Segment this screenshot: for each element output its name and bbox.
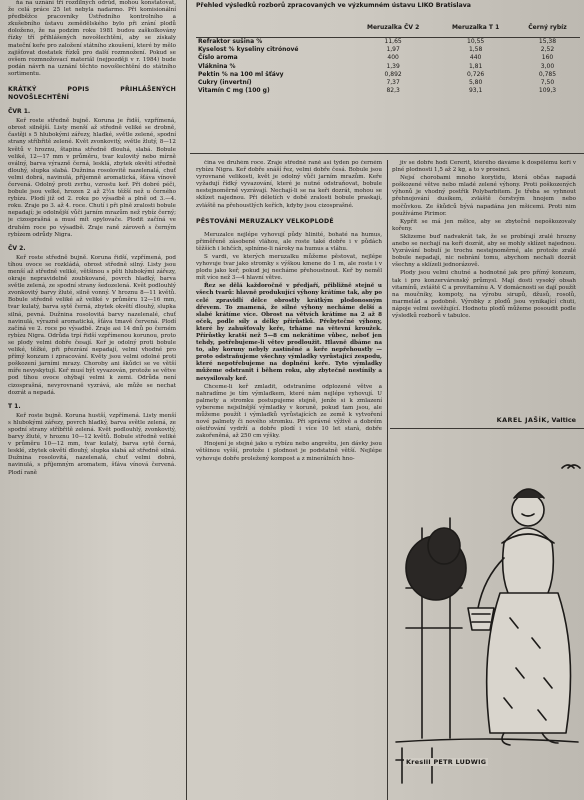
row-label: Číslo aroma [198, 54, 238, 62]
author-signature [392, 416, 576, 424]
author-name: KAREL JAŠÍK [496, 416, 547, 424]
cell-value: 0,785 [538, 70, 557, 78]
column-divider [186, 0, 187, 800]
row-label: Vláknina % [198, 62, 236, 70]
paragraph: čina ve druhém roce. Zraje středně raně asi týden po černém rybízu Nigra. Keř dobře snáší řez, velmi dobře česá. Bobule jsou vyrovnané velikosti, květ je odolný vůči jarním mrazům. Keře vyžadují řídký vyvazování, které je nutné odstraňovat, bobule nestejnoměrně vyzrávají. Nechají-li se na keři dozrát, mohou se sklízet najednou. Při déletích v době zralosti bobule praskají, zvláště na přehoustlých keřích, kdyby jsou cizosprašné. [196, 160, 382, 209]
table-row [196, 79, 580, 87]
section-heading: KRÁTKÝ POPIS PŘIHLÁŠENÝCH NOVOŠLECHTĚNÍ [8, 86, 176, 102]
table-row [196, 46, 580, 54]
row-label: Vitamín C mg (100 g) [198, 87, 270, 95]
cell-value: 93,1 [468, 87, 483, 95]
paragraph: Meruzalce nejlépe vyhovují půdy hlinité, bohaté na humus, přiměřeně zásobené vláhou, ale roste také dobře i v půdách těžších i lehčích, splníme-li nároky na humus a vláhu. [196, 231, 382, 252]
variety-title-t1: T 1. [8, 402, 21, 410]
cell-value: 15,38 [538, 38, 557, 45]
paragraph: Chceme-li keř zmladit, odstraníme odplozené větve a nahradíme je tím výmladkem, které nám nejlépe vyhovují. U palmety a stromku postupujeme stejně, jenže si k zmlazení vybereme nejsilnější výmladky v koruně, pokud tam jsou, ale můžeme použít i výmladků vyrůstajících ze země k vytvoření nové palmety či nového stromku. Při správné výživě a dobrém ošetřování vydrží a dobře plodí i více 10 let stará, dobře zakořeněná, až 250 cm výšky. [196, 383, 382, 440]
paragraph: Nejsí chorobami mnoho korytidu, která občas napadá poškozené větve nebo mladé zelené výhony. Proti poškozených výhonů je vhodný postřik Polybarbitem. Je třeba se vyhnout přehnojování dusíkem, zvláště čerstvým hnojem nebo močůvkou. Ze škůdců bývá napadána jen mšicemi. Proti nim používáme Pirimor. [392, 175, 576, 217]
paragraph: S vardi, ve kterých meruzalku můžeme pěstovat, nejlépe vyhovuje tvar jako stromky s výškou kmene do 1 m, ale roste i v plodu jako keř, pokud jej necháme přehoustnout. Keř by neměl mít více než 3—4 hlavní větve. [196, 253, 382, 282]
row-label: Pektin % na 100 ml šťávy [198, 70, 284, 78]
row-label: Refraktor sušina % [198, 38, 263, 45]
paragraph: Plody jsou velmi chutné a hodnotné jak pro přímý konzum, tak i pro konzervárenský průmysl. Mají dosti vysoký obsah vitamínů, zvláště C a provitamínu A. V domácnosti se dají použít na moučníky, kompoty, na výrobu sirupů, džusů, rosolů, marmelád a podobně. Výrobky z plodů jsou vynikající chuti, nápoje velmi osvěžující. Hodnotu plodů můžeme posoudit podle výsledků rozborů v tabulce. [392, 270, 576, 319]
table-row [196, 54, 580, 62]
cell-value: 10,55 [467, 38, 485, 45]
illustration-credit: Kreslil PETR LUDWIG [406, 758, 487, 766]
author-place: , Valtice [546, 416, 576, 424]
section-heading: PĚSTOVÁNÍ MERUZALKY VELKOPLODÉ [196, 217, 334, 225]
paragraph: Hnojení je stejné jako u rybízu nebo angreštu, jen dávky jsou většinou vyšší, protože i plodnost je podstatně větší. Nejlépe vyhovuje dobře proležený kompost a z minerálních hno- [196, 441, 382, 462]
row-label: Cukry (invertní) [198, 79, 252, 87]
middle-column [196, 160, 382, 800]
cell-value: 1,97 [386, 46, 400, 54]
table-row [196, 71, 580, 79]
cell-value: 1,81 [468, 62, 483, 70]
cell-value: 0,892 [384, 70, 402, 78]
intro-paragraph: ňa na uznání tří rozdílných odrůd, mohou konstatovat, že celá práce 25 let nebyla nadarmo. Při komisionální předběžce pracovníky Ústředního kontrolního a zkušebního ústavu zemědělského bylo při zrání plodů doloženo, že na podzim roku 1981 budou zaškolkovány řízky tří přihlášených novošlechtění, aby se získaly mateční keře pro založení státního zkoušení, které by mělo zajišťovat dostatek řízků pro další rozmnožení. Pokud se ovšem rozmnožovací materiál (nejpozději v r. 1984) bude podán návrh na uznání těchto novošlechtění do státního sortimentu. [8, 0, 176, 77]
cell-value: 3,00 [540, 62, 555, 70]
analysis-table [196, 24, 580, 95]
cell-value: 109,3 [538, 87, 557, 95]
gardener-cartoon-illustration [392, 438, 582, 800]
column-header: Meruzalka ČV 2 [366, 24, 420, 31]
variety-description-cv2: Keř roste středně bujně. Koruna řidší, vzpřímená, pod tíhou ovoce se rozkládá, obrost středně silný. Listy jsou menší až středně veliké, většinou s pěti hlubokými zářezy, okraje nepravidelně zoubkované, povrch hladký, barva světle zelená, ze spodní strany šedozelená. Květ podlouhlý zvonkovitý barvy žluté, silně vonný. V hroznu 8—11 květů. Bobule středně veliké až veliké v průměru 12—16 mm, tvar kulatý, barva sytě černá, zbytek okvětí dlouhý, slupka silná, pevná. Dužnina rosolovitá barvy nazelenalé, chuť navinulá, výrazně aromatická, šťáva tmavě červená. Plodí začíná ve 2. roce po výsadbě. Zraje asi 14 dnů po černém rybízu Nigra. Odrůda trpí řidší vzpřímenou korunou, proto se plody velmi dobře česají. Keř je odolný proti bobule veliké, těžké, při přezrání nepadají, velmi vhodné pro přímý konzum i zpracování. Květy jsou velmi odolné proti poškození jarními mrazy. Choroby ani škůdci se ve větší míře nevyskytují. Keř musí být vyvazován, protože se větve pod tíhou ovoce ohýbají velmi k zemi. Odrůda není cizosprašná, nevyrovnaně vyzrává, ale může se nechat dozrát a nepadá. [8, 254, 176, 396]
paragraph: Sklizeme buď nadvakrát tak, že se probírají zralé hrozny anebo se nechají na keři dozrát, aby se mohly sklízet najednou. Vyzrávání bobulí je trochu nestejnoměrné, ale protože zralé bobule nepadají, nic nebrání tomu, abychom nechali dozrát všechny a sklízeli jednorázově. [392, 233, 576, 269]
table-row [196, 38, 580, 47]
cell-value: 7,50 [540, 79, 555, 87]
cell-value: 400 [387, 54, 399, 62]
variety-title-cvr1: ČVR 1. [8, 108, 31, 116]
right-column [392, 160, 576, 410]
cell-value: 0,726 [467, 70, 485, 78]
column-header: Černý rybíz [528, 24, 567, 31]
column-divider [387, 160, 388, 800]
table-row [196, 87, 580, 95]
cell-value: 7,37 [386, 79, 400, 87]
left-column [8, 0, 176, 800]
cell-value: 11,65 [384, 38, 402, 45]
paragraph: Kypřit se má jen mělce, aby se zbytečně nepoškozovaly kořeny. [392, 218, 576, 232]
cell-value: 440 [469, 54, 482, 62]
variety-title-cv2: ČV 2. [8, 244, 26, 252]
variety-description-cvr1: Keř roste středně bujně. Koruna je řidší, vzpřímená, obrost silnější. Listy menší až středně veliké se drobně, častěji s 5 hlubokými zářezy, hladké, světle zelené, spodní strany stříbřitě zelené. Květ zvonkovitý, světle žlutý, 8—12 květů v hroznu, štapina středně dlouhá, slabá. Bobule veliké, 12—17 mm v průměru, tvar kulovitý nebo mírně oválný, barva výrazně černá, lesklá, zbytek okvětí středně dlouhý, slupka slabá. Dužnina rosolovitě nazelenalá, chuť velmi dobrá, navinulá, příjemně aromatická, šťáva vínově červená. Odolný proti zvrhu, vzrostu keř. Při dobré péči, bobule jsou velké, hrozen 2 až 2½x těžší než u černého rybízu. Plodí již od 2. roku po výsadbě a plně od 3.—4. roku. Zraje po 3. až 4. roce. Chutí i při plně zralosti bobule nepadají; je odolnější vůči jarním mrazům než rybíz černý; je cizosprašná a musí mít opylovače. Plodit začíná ve druhém roce po výsadbě. Zraje raně zároveň s černým rybízem odrůdy Nigra. [8, 118, 176, 238]
paragraph: Řez se dělá každoročně v předjaří, přibližně stejně u všech tvarů: hlavně produkující výhony krátíme tak, aby po celé zpravidlí délce obrostly krátkým plodonosným dřevem. To znamená, že silné výhony necháme delší a slabé krátíme více. Obrost na větvích krátíme na 2 až 8 oček, podle síly a délky přírůstků. Přebytečné výhony, které by zahušťovaly keře, trháme na větevní kroužek. Přírůstky kratší než 5—8 cm nekrátíme vůbec, neboť jen tehdy, potřebujeme-li větev prodloužit. Hlavně dbáme na to, aby koruny nebyly zastíněné a keře nepřehoustly — proto odstraňujeme všechny výmladky vyrůstající zespodu, které nepotřebujeme na doplnění keře. Tyto výmladky můžeme odstranit i během roku, aby zbytečně nestínily a nevysilovaly keř. [196, 283, 382, 382]
paragraph: jiv se dobře hodí Cererit, kterého dáváme k dospělému keři v plné plodnosti 1,5 až 2 kg, a to v prosinci. [392, 160, 576, 174]
cell-value: 5,80 [468, 79, 483, 87]
column-header: Meruzalka T 1 [451, 24, 500, 31]
table-divider [190, 153, 584, 154]
table-title: Přehled výsledků rozborů zpracovaných ve výzkumném ústavu LIKO Bratislava [196, 2, 471, 9]
cell-value: 160 [541, 54, 554, 62]
cell-value: 2,52 [540, 46, 555, 54]
illustration-divider [390, 428, 584, 429]
cell-value: 1,39 [386, 62, 400, 70]
table-row [196, 63, 580, 71]
row-label: Kyselost % kyseliny citrónové [198, 46, 299, 54]
cell-value: 1,58 [468, 46, 483, 54]
cell-value: 82,3 [386, 87, 400, 95]
analysis-table-box [196, 2, 580, 152]
variety-description-t1: Keř roste bujně. Koruna hustší, vzpřímená. Listy menší s hlubokými zářezy, povrch hladký, barva světle zelená, ze spodní strany stříbřitě zelená. Květ podlouhlý, zvonkovitý, barvy žluté, v hroznu 10—12 květů. Bobule středně veliké v průměru 10—12 mm, tvar kulatý, barva sytě černá, lesklé, zbytek okvětí dlouhý, slupka slabá až středně silná. Dužnina rosolovitá, nazelenalá, chuť velmi dobrá, navinulá, s příjemným aromatem, šťáva vínová červená. Plodí raně [8, 412, 176, 476]
